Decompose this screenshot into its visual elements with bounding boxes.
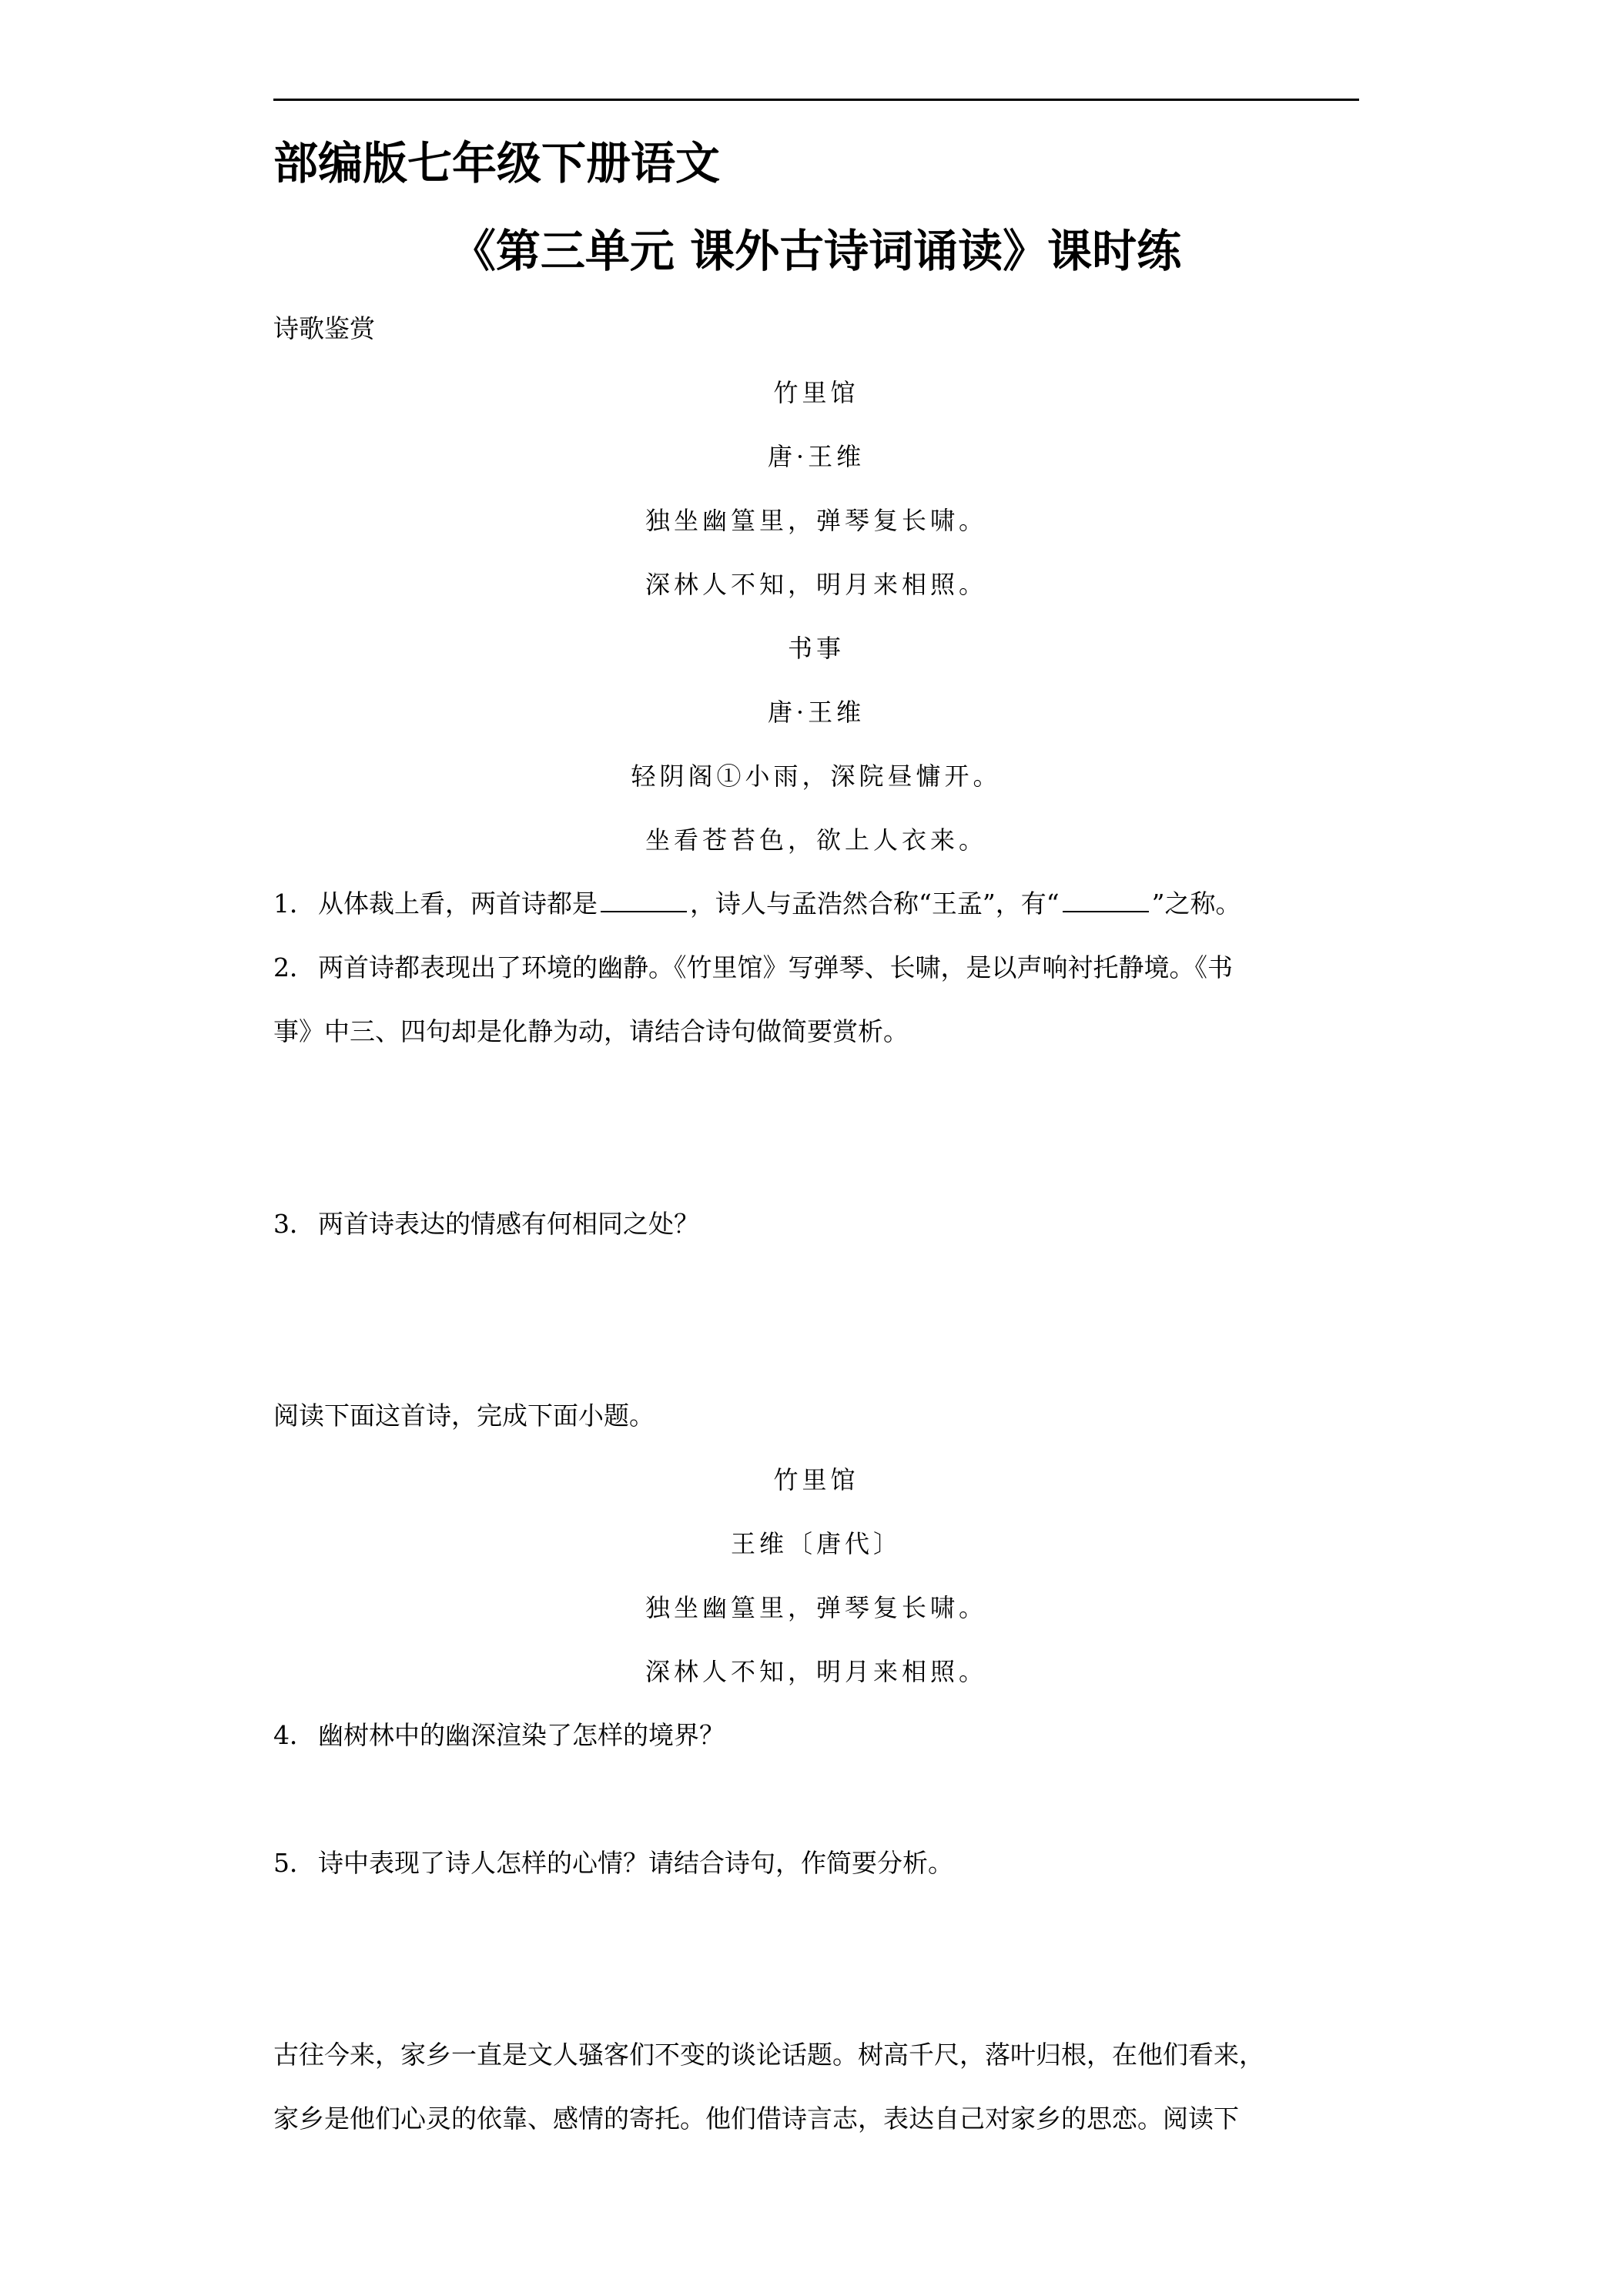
question-number: 2． bbox=[273, 952, 315, 982]
poem2-line: 坐看苍苔色，欲上人衣来。 bbox=[645, 825, 987, 855]
section-3-paragraph: 古往今来，家乡一直是文人骚客们不变的谈论话题。树高千尺，落叶归根，在他们看来， bbox=[273, 2040, 1264, 2070]
poem1-line: 深林人不知，明月来相照。 bbox=[645, 570, 987, 599]
question-text: ”之称。 bbox=[1151, 889, 1241, 919]
poem3-title: 竹里馆 bbox=[773, 1465, 859, 1494]
section-3-paragraph-continued: 家乡是他们心灵的依靠、感情的寄托。他们借诗言志，表达自己对家乡的思恋。阅读下 bbox=[273, 2104, 1239, 2134]
section-2-intro: 阅读下面这首诗，完成下面小题。 bbox=[273, 1401, 655, 1431]
header-rule bbox=[273, 99, 1359, 101]
question-text: 从体裁上看，两首诗都是 bbox=[318, 889, 598, 919]
question-2-continued: 事》中三、四句却是化静为动，请结合诗句做简要赏析。 bbox=[273, 1016, 909, 1046]
question-text: 幽树林中的幽深渲染了怎样的境界？ bbox=[318, 1720, 725, 1750]
answer-blank[interactable] bbox=[601, 888, 687, 912]
poem2-author: 唐·王维 bbox=[767, 698, 866, 727]
poem3-author: 王维〔唐代〕 bbox=[730, 1529, 902, 1558]
section-label-poetry-appreciation: 诗歌鉴赏 bbox=[273, 313, 375, 343]
poem1-title: 竹里馆 bbox=[773, 378, 859, 407]
question-text: 两首诗表达的情感有何相同之处？ bbox=[318, 1209, 699, 1239]
question-2 bbox=[273, 950, 1233, 986]
poem3-line: 独坐幽篁里，弹琴复长啸。 bbox=[645, 1593, 987, 1622]
document-subtitle: 《第三单元 课外古诗词诵读》课时练 bbox=[450, 225, 1182, 277]
answer-blank[interactable] bbox=[1063, 888, 1149, 912]
question-3 bbox=[273, 1207, 699, 1242]
question-text: 诗中表现了诗人怎样的心情？请结合诗句，作简要分析。 bbox=[318, 1848, 953, 1878]
poem3-line: 深林人不知，明月来相照。 bbox=[645, 1657, 987, 1686]
question-number: 5． bbox=[273, 1848, 315, 1878]
question-number: 3． bbox=[273, 1209, 315, 1239]
poem2-title: 书事 bbox=[787, 634, 845, 663]
poem1-line: 独坐幽篁里，弹琴复长啸。 bbox=[645, 506, 987, 535]
question-5 bbox=[273, 1846, 953, 1881]
question-text: 两首诗都表现出了环境的幽静。《竹里馆》写弹琴、长啸，是以声响衬托静境。《书 bbox=[318, 952, 1233, 982]
question-1 bbox=[273, 886, 1241, 922]
poem1-author: 唐·王维 bbox=[767, 442, 866, 471]
poem2-line: 轻阴阁①小雨，深院昼慵开。 bbox=[631, 761, 1002, 791]
document-title: 部编版七年级下册语文 bbox=[273, 137, 721, 189]
question-number: 1． bbox=[273, 889, 315, 919]
question-number: 4． bbox=[273, 1720, 315, 1750]
question-text: ，诗人与孟浩然合称“王孟”，有“ bbox=[690, 889, 1060, 919]
question-4 bbox=[273, 1718, 725, 1753]
